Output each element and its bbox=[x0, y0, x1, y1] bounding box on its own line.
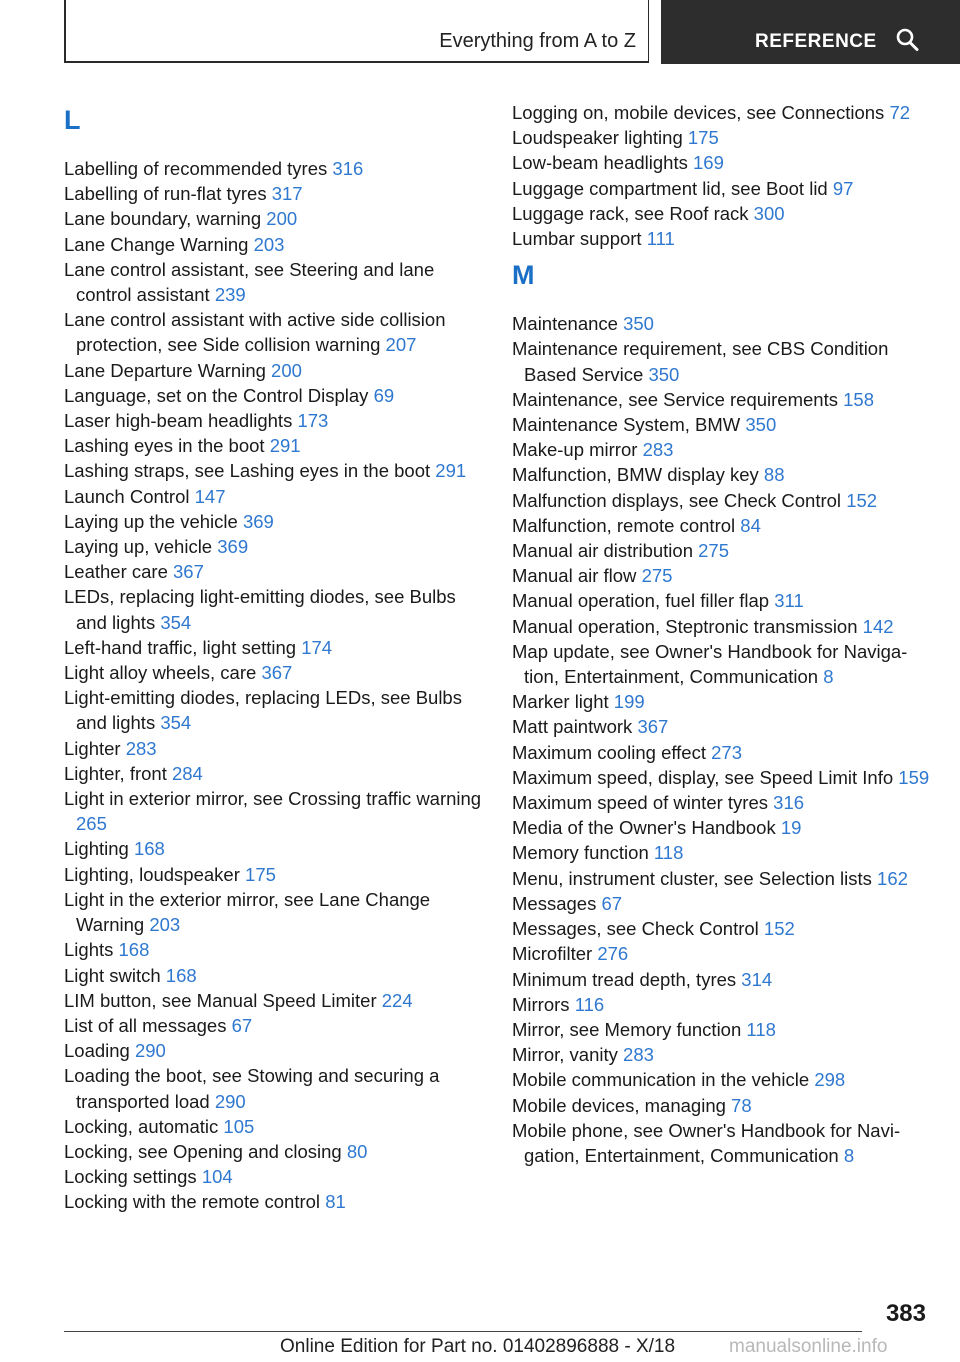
index-entry-text: Loading the boot, see Stowing and securing a transported load bbox=[64, 1065, 440, 1112]
index-entry bbox=[64, 408, 484, 433]
page-reference-link[interactable]: 81 bbox=[325, 1191, 346, 1213]
index-entry bbox=[512, 614, 932, 639]
index-entry bbox=[512, 336, 932, 386]
page-reference-link[interactable]: 69 bbox=[373, 384, 395, 406]
index-entry bbox=[512, 891, 932, 916]
index-entry-text: Microfilter bbox=[512, 943, 593, 965]
page-reference-link[interactable]: 291 bbox=[269, 435, 301, 457]
page-reference-link[interactable]: 275 bbox=[698, 540, 729, 562]
index-entry bbox=[512, 1093, 932, 1118]
index-entry bbox=[64, 685, 484, 735]
index-letter-heading: L bbox=[64, 105, 81, 135]
index-entry-text: Locking settings bbox=[64, 1166, 197, 1188]
index-entry bbox=[64, 862, 484, 887]
index-entry bbox=[512, 150, 932, 175]
page-reference-link[interactable]: 283 bbox=[125, 737, 157, 759]
page-reference-link[interactable]: 67 bbox=[601, 892, 623, 914]
index-entry-text: Maintenance System, BMW bbox=[512, 414, 741, 436]
index-entry bbox=[64, 1063, 484, 1113]
index-entry bbox=[512, 790, 932, 815]
index-entry-text: Lumbar support bbox=[512, 228, 642, 250]
index-entry bbox=[64, 836, 484, 861]
page-reference-link[interactable]: 276 bbox=[597, 943, 629, 965]
index-entry-text: Minimum tread depth, tyres bbox=[512, 968, 737, 990]
page-reference-link[interactable]: 224 bbox=[381, 989, 413, 1011]
index-entry-text: Luggage rack, see Roof rack bbox=[512, 202, 749, 224]
index-entry bbox=[64, 206, 484, 231]
index-entry-text: Map update, see Owner's Handbook for Navigation, Entertainment, Communication bbox=[512, 640, 908, 688]
page-reference-link[interactable]: 88 bbox=[763, 464, 785, 486]
index-entry bbox=[512, 1042, 932, 1067]
page-reference-link[interactable]: 147 bbox=[194, 485, 226, 507]
page-reference-link[interactable]: 369 bbox=[242, 510, 274, 532]
page-reference-link[interactable]: 203 bbox=[149, 914, 181, 936]
index-entry-text: Left-hand traffic, light setting bbox=[64, 636, 297, 658]
index-entry-text: Mobile phone, see Owner's Handbook for Navigation, Entertainment, Communication bbox=[512, 1119, 901, 1166]
index-entry-text: Lashing straps, see Lashing eyes in the boot bbox=[64, 460, 431, 482]
index-entry-text: Leather care bbox=[64, 561, 168, 583]
index-entry bbox=[512, 1017, 932, 1042]
page-reference-link[interactable]: 275 bbox=[641, 565, 673, 587]
page-number: 383 bbox=[885, 1300, 926, 1327]
page-reference-link[interactable]: 300 bbox=[753, 202, 785, 224]
page-reference-link[interactable]: 367 bbox=[637, 716, 669, 738]
index-entry-text: Make-up mirror bbox=[512, 439, 638, 461]
index-entry-text: Light in exterior mirror, see Crossing traffic warning bbox=[64, 788, 482, 810]
index-entry bbox=[64, 1164, 484, 1189]
page-reference-link[interactable]: 84 bbox=[740, 514, 761, 536]
index-entry bbox=[64, 383, 484, 408]
page-reference-link[interactable]: 67 bbox=[231, 1014, 253, 1036]
index-entry bbox=[512, 563, 932, 588]
index-entry-text: Maintenance requirement, see CBS Condition Based Service bbox=[512, 338, 889, 385]
index-entry bbox=[512, 588, 932, 613]
page-reference-link[interactable]: 173 bbox=[297, 410, 329, 432]
index-entry bbox=[512, 941, 932, 966]
index-entry bbox=[64, 433, 484, 458]
watermark: manualsonline.info bbox=[729, 1336, 888, 1357]
index-entry bbox=[512, 840, 932, 865]
reference-tab[interactable] bbox=[661, 0, 960, 64]
search-icon[interactable] bbox=[895, 28, 919, 52]
index-entry-text: Manual air flow bbox=[512, 565, 637, 587]
index-entry-text: Low-beam headlights bbox=[512, 152, 688, 174]
index-entry-text: Language, set on the Control Display bbox=[64, 384, 369, 406]
index-entry-text: Laying up the vehicle bbox=[64, 510, 238, 532]
index-entry-text: Laying up, vehicle bbox=[64, 536, 213, 558]
page-reference-link[interactable]: 116 bbox=[574, 993, 605, 1015]
page-reference-link[interactable]: 317 bbox=[271, 183, 303, 205]
page-reference-link[interactable]: 199 bbox=[613, 691, 645, 713]
page-reference-link[interactable]: 291 bbox=[435, 460, 467, 482]
page-reference-link[interactable]: 111 bbox=[646, 228, 675, 250]
index-entry bbox=[64, 257, 484, 307]
index-letter-heading: M bbox=[512, 260, 535, 291]
index-entry bbox=[512, 689, 932, 714]
index-entry-text: Labelling of run-flat tyres bbox=[64, 183, 267, 205]
index-entry bbox=[64, 509, 484, 534]
page-reference-link[interactable]: 284 bbox=[171, 762, 203, 784]
index-entry-text: Lane boundary, warning bbox=[64, 208, 262, 230]
index-entry-text: Locking, see Opening and closing bbox=[64, 1140, 342, 1162]
index-entry bbox=[512, 1118, 932, 1168]
index-entry bbox=[64, 1139, 484, 1164]
index-entry-text: Labelling of recommended tyres bbox=[64, 158, 328, 179]
page-reference-link[interactable]: 175 bbox=[245, 863, 276, 885]
index-entry-text: Media of the Owner's Handbook bbox=[512, 817, 776, 839]
index-entry bbox=[512, 201, 932, 226]
index-entry bbox=[512, 462, 932, 487]
index-entry bbox=[512, 916, 932, 941]
index-entry-text: Mirror, vanity bbox=[512, 1044, 618, 1066]
edition-note: Online Edition for Part no. 01402896888 - X/18 bbox=[280, 1336, 676, 1357]
index-entry bbox=[512, 488, 932, 513]
index-entry bbox=[512, 866, 932, 891]
index-entry-text: Light switch bbox=[64, 964, 161, 986]
index-column-right bbox=[512, 100, 932, 1168]
page-reference-link[interactable]: 316 bbox=[332, 158, 364, 179]
page-reference-link[interactable]: 159 bbox=[898, 766, 930, 788]
section-title-box bbox=[64, 0, 649, 63]
index-entries-m bbox=[512, 311, 932, 1168]
reference-tab-label: REFERENCE bbox=[755, 31, 877, 52]
page-reference-link[interactable]: 369 bbox=[217, 536, 249, 558]
index-entry bbox=[64, 232, 484, 257]
index-entry bbox=[512, 226, 932, 251]
page-reference-link[interactable]: 168 bbox=[133, 838, 165, 860]
index-entry bbox=[512, 176, 932, 201]
page-reference-link[interactable]: 314 bbox=[741, 968, 773, 990]
index-entry bbox=[64, 1114, 484, 1139]
index-entry-text: Manual operation, fuel filler flap bbox=[512, 590, 770, 612]
page-reference-link[interactable]: 152 bbox=[846, 489, 878, 511]
index-entry bbox=[64, 458, 484, 483]
index-entry bbox=[512, 100, 932, 125]
page-reference-link[interactable]: 298 bbox=[814, 1069, 846, 1091]
page-reference-link[interactable]: 265 bbox=[76, 813, 107, 835]
index-entry-text: Messages, see Check Control bbox=[512, 918, 759, 940]
index-entry-text: Loading bbox=[64, 1040, 130, 1062]
index-entry-text: Menu, instrument cluster, see Selection lists bbox=[512, 867, 872, 889]
page-reference-link[interactable]: 8 bbox=[823, 666, 834, 688]
page-reference-link[interactable]: 316 bbox=[773, 792, 805, 814]
index-entry bbox=[64, 963, 484, 988]
page-reference-link[interactable]: 169 bbox=[693, 152, 724, 174]
index-entry bbox=[64, 937, 484, 962]
page-reference-link[interactable]: 104 bbox=[201, 1166, 233, 1188]
index-entry-text: Malfunction, remote control bbox=[512, 514, 736, 536]
index-entry bbox=[64, 584, 484, 634]
index-entry bbox=[512, 1067, 932, 1092]
index-entry-text: Light-emitting diodes, replacing LEDs, see Bulbs and lights bbox=[64, 687, 462, 734]
page-reference-link[interactable]: 283 bbox=[623, 1044, 654, 1066]
index-entry bbox=[64, 1038, 484, 1063]
index-entry bbox=[64, 1013, 484, 1038]
page-reference-link[interactable]: 152 bbox=[763, 918, 795, 940]
page-reference-link[interactable]: 168 bbox=[165, 964, 197, 986]
index-entry bbox=[64, 635, 484, 660]
index-entry bbox=[64, 484, 484, 509]
index-entry bbox=[64, 736, 484, 761]
index-entry-text: Maximum speed, display, see Speed Limit Info bbox=[512, 766, 894, 788]
index-entry-text: Lighting, loudspeaker bbox=[64, 863, 240, 885]
index-entry bbox=[64, 559, 484, 584]
index-entry bbox=[512, 815, 932, 840]
index-entry-text: Luggage compartment lid, see Boot lid bbox=[512, 177, 828, 199]
page-reference-link[interactable]: 283 bbox=[642, 439, 674, 461]
index-entry-text: Memory function bbox=[512, 842, 649, 864]
footer-divider bbox=[64, 1331, 862, 1332]
index-entry bbox=[64, 181, 484, 206]
index-entry-text: Lashing eyes in the boot bbox=[64, 435, 265, 457]
index-entry bbox=[512, 765, 932, 790]
index-entry bbox=[64, 988, 484, 1013]
index-entry bbox=[64, 887, 484, 937]
page-reference-link[interactable]: 168 bbox=[118, 939, 150, 961]
page-reference-link[interactable]: 273 bbox=[711, 741, 743, 763]
index-entry-text: Locking, automatic bbox=[64, 1115, 219, 1137]
page-reference-link[interactable]: 118 bbox=[746, 1018, 776, 1040]
index-entry bbox=[512, 513, 932, 538]
index-entry-text: Lane Departure Warning bbox=[64, 359, 266, 381]
index-entry-text: Mirrors bbox=[512, 993, 570, 1015]
page-reference-link[interactable]: 290 bbox=[214, 1090, 246, 1112]
index-entry bbox=[64, 307, 484, 357]
page-header bbox=[64, 0, 960, 64]
page-reference-link[interactable]: 203 bbox=[253, 233, 285, 255]
page-reference-link[interactable]: 105 bbox=[223, 1115, 255, 1137]
index-entry-text: Messages bbox=[512, 892, 597, 914]
page-reference-link[interactable]: 158 bbox=[843, 388, 874, 410]
page-reference-link[interactable]: 354 bbox=[160, 611, 192, 633]
page-reference-link[interactable]: 78 bbox=[731, 1094, 752, 1116]
index-entry-text: Loudspeaker lighting bbox=[512, 127, 683, 149]
index-entry bbox=[64, 761, 484, 786]
page-reference-link[interactable]: 97 bbox=[832, 177, 854, 199]
page-reference-link[interactable]: 239 bbox=[214, 284, 246, 306]
page-reference-link[interactable]: 200 bbox=[271, 359, 302, 381]
index-entry bbox=[512, 412, 932, 437]
index-entries-l-continued bbox=[512, 100, 932, 251]
index-entry-text: Light alloy wheels, care bbox=[64, 662, 257, 684]
index-entry bbox=[512, 714, 932, 739]
index-entry bbox=[64, 660, 484, 685]
index-entry-text: LEDs, replacing light-emitting diodes, see Bulbs and lights bbox=[64, 586, 456, 633]
index-entry bbox=[512, 125, 932, 150]
index-entry bbox=[512, 387, 932, 412]
page-reference-link[interactable]: 207 bbox=[385, 334, 417, 356]
page-reference-link[interactable]: 19 bbox=[780, 817, 802, 839]
page-reference-link[interactable]: 72 bbox=[889, 102, 911, 123]
page-reference-link[interactable]: 200 bbox=[266, 208, 298, 230]
index-entry-text: Maintenance bbox=[512, 313, 618, 335]
index-entry-text: Lighter bbox=[64, 737, 121, 759]
index-entry-text: Lane control assistant, see Steering and lane control assistant bbox=[64, 258, 435, 306]
index-entry bbox=[512, 967, 932, 992]
index-entry-text: Lane Change Warning bbox=[64, 233, 249, 255]
index-entry bbox=[512, 437, 932, 462]
index-entry-text: Malfunction, BMW display key bbox=[512, 464, 759, 486]
index-entry-text: Maximum speed of winter tyres bbox=[512, 792, 769, 814]
page-reference-link[interactable]: 8 bbox=[843, 1144, 855, 1166]
index-column-left bbox=[64, 100, 484, 1215]
index-entry-text: List of all messages bbox=[64, 1014, 227, 1036]
page-reference-link[interactable]: 142 bbox=[862, 615, 894, 637]
index-entry-text: Maintenance, see Service requirements bbox=[512, 388, 838, 410]
index-entry-text: Light in the exterior mirror, see Lane Change Warning bbox=[64, 888, 431, 936]
index-entry bbox=[512, 992, 932, 1017]
index-entry-text: Manual air distribution bbox=[512, 540, 693, 562]
index-entry-text: Mobile devices, managing bbox=[512, 1094, 726, 1116]
page-reference-link[interactable]: 118 bbox=[653, 842, 684, 864]
index-entry-text: Laser high-beam headlights bbox=[64, 410, 293, 432]
index-entry-text: Lighting bbox=[64, 838, 129, 860]
page-reference-link[interactable]: 80 bbox=[346, 1140, 368, 1162]
index-entry-text: Manual operation, Steptronic transmission bbox=[512, 615, 858, 637]
index-entry-text: Malfunction displays, see Check Control bbox=[512, 489, 842, 511]
index-entry bbox=[64, 786, 484, 836]
index-entry-text: Mobile communication in the vehicle bbox=[512, 1069, 810, 1091]
index-entry bbox=[64, 1189, 484, 1214]
page-reference-link[interactable]: 174 bbox=[301, 636, 333, 658]
page-reference-link[interactable]: 350 bbox=[623, 313, 654, 335]
index-entry-text: Mirror, see Memory function bbox=[512, 1018, 742, 1040]
page-reference-link[interactable]: 367 bbox=[261, 662, 293, 684]
index-entry-text: Lights bbox=[64, 939, 114, 961]
index-entry bbox=[512, 311, 932, 336]
index-entry-text: Marker light bbox=[512, 691, 609, 713]
index-entry-text: LIM button, see Manual Speed Limiter bbox=[64, 989, 377, 1011]
index-entries-l bbox=[64, 156, 484, 1215]
page-reference-link[interactable]: 350 bbox=[745, 414, 777, 436]
index-entry bbox=[512, 639, 932, 689]
index-entry-text: Logging on, mobile devices, see Connections bbox=[512, 102, 885, 123]
index-entry-text: Lane control assistant with active side collision protection, see Side collision warning bbox=[64, 309, 446, 356]
page-reference-link[interactable]: 354 bbox=[160, 712, 192, 734]
index-entry-text: Matt paintwork bbox=[512, 716, 633, 738]
page-reference-link[interactable]: 175 bbox=[687, 127, 719, 149]
index-entry-text: Launch Control bbox=[64, 485, 190, 507]
page-reference-link[interactable]: 290 bbox=[134, 1040, 166, 1062]
section-title: Everything from A to Z bbox=[439, 30, 636, 52]
index-entry bbox=[64, 534, 484, 559]
page-reference-link[interactable]: 350 bbox=[648, 363, 680, 385]
page-reference-link[interactable]: 162 bbox=[877, 867, 908, 889]
index-entry bbox=[64, 358, 484, 383]
index-entry bbox=[64, 156, 484, 181]
page-reference-link[interactable]: 367 bbox=[173, 561, 204, 583]
page-reference-link[interactable]: 311 bbox=[774, 590, 804, 612]
index-entry bbox=[512, 740, 932, 765]
index-entry-text: Locking with the remote control bbox=[64, 1191, 321, 1213]
index-entry bbox=[512, 538, 932, 563]
index-entry-text: Lighter, front bbox=[64, 762, 167, 784]
index-entry-text: Maximum cooling effect bbox=[512, 741, 706, 763]
